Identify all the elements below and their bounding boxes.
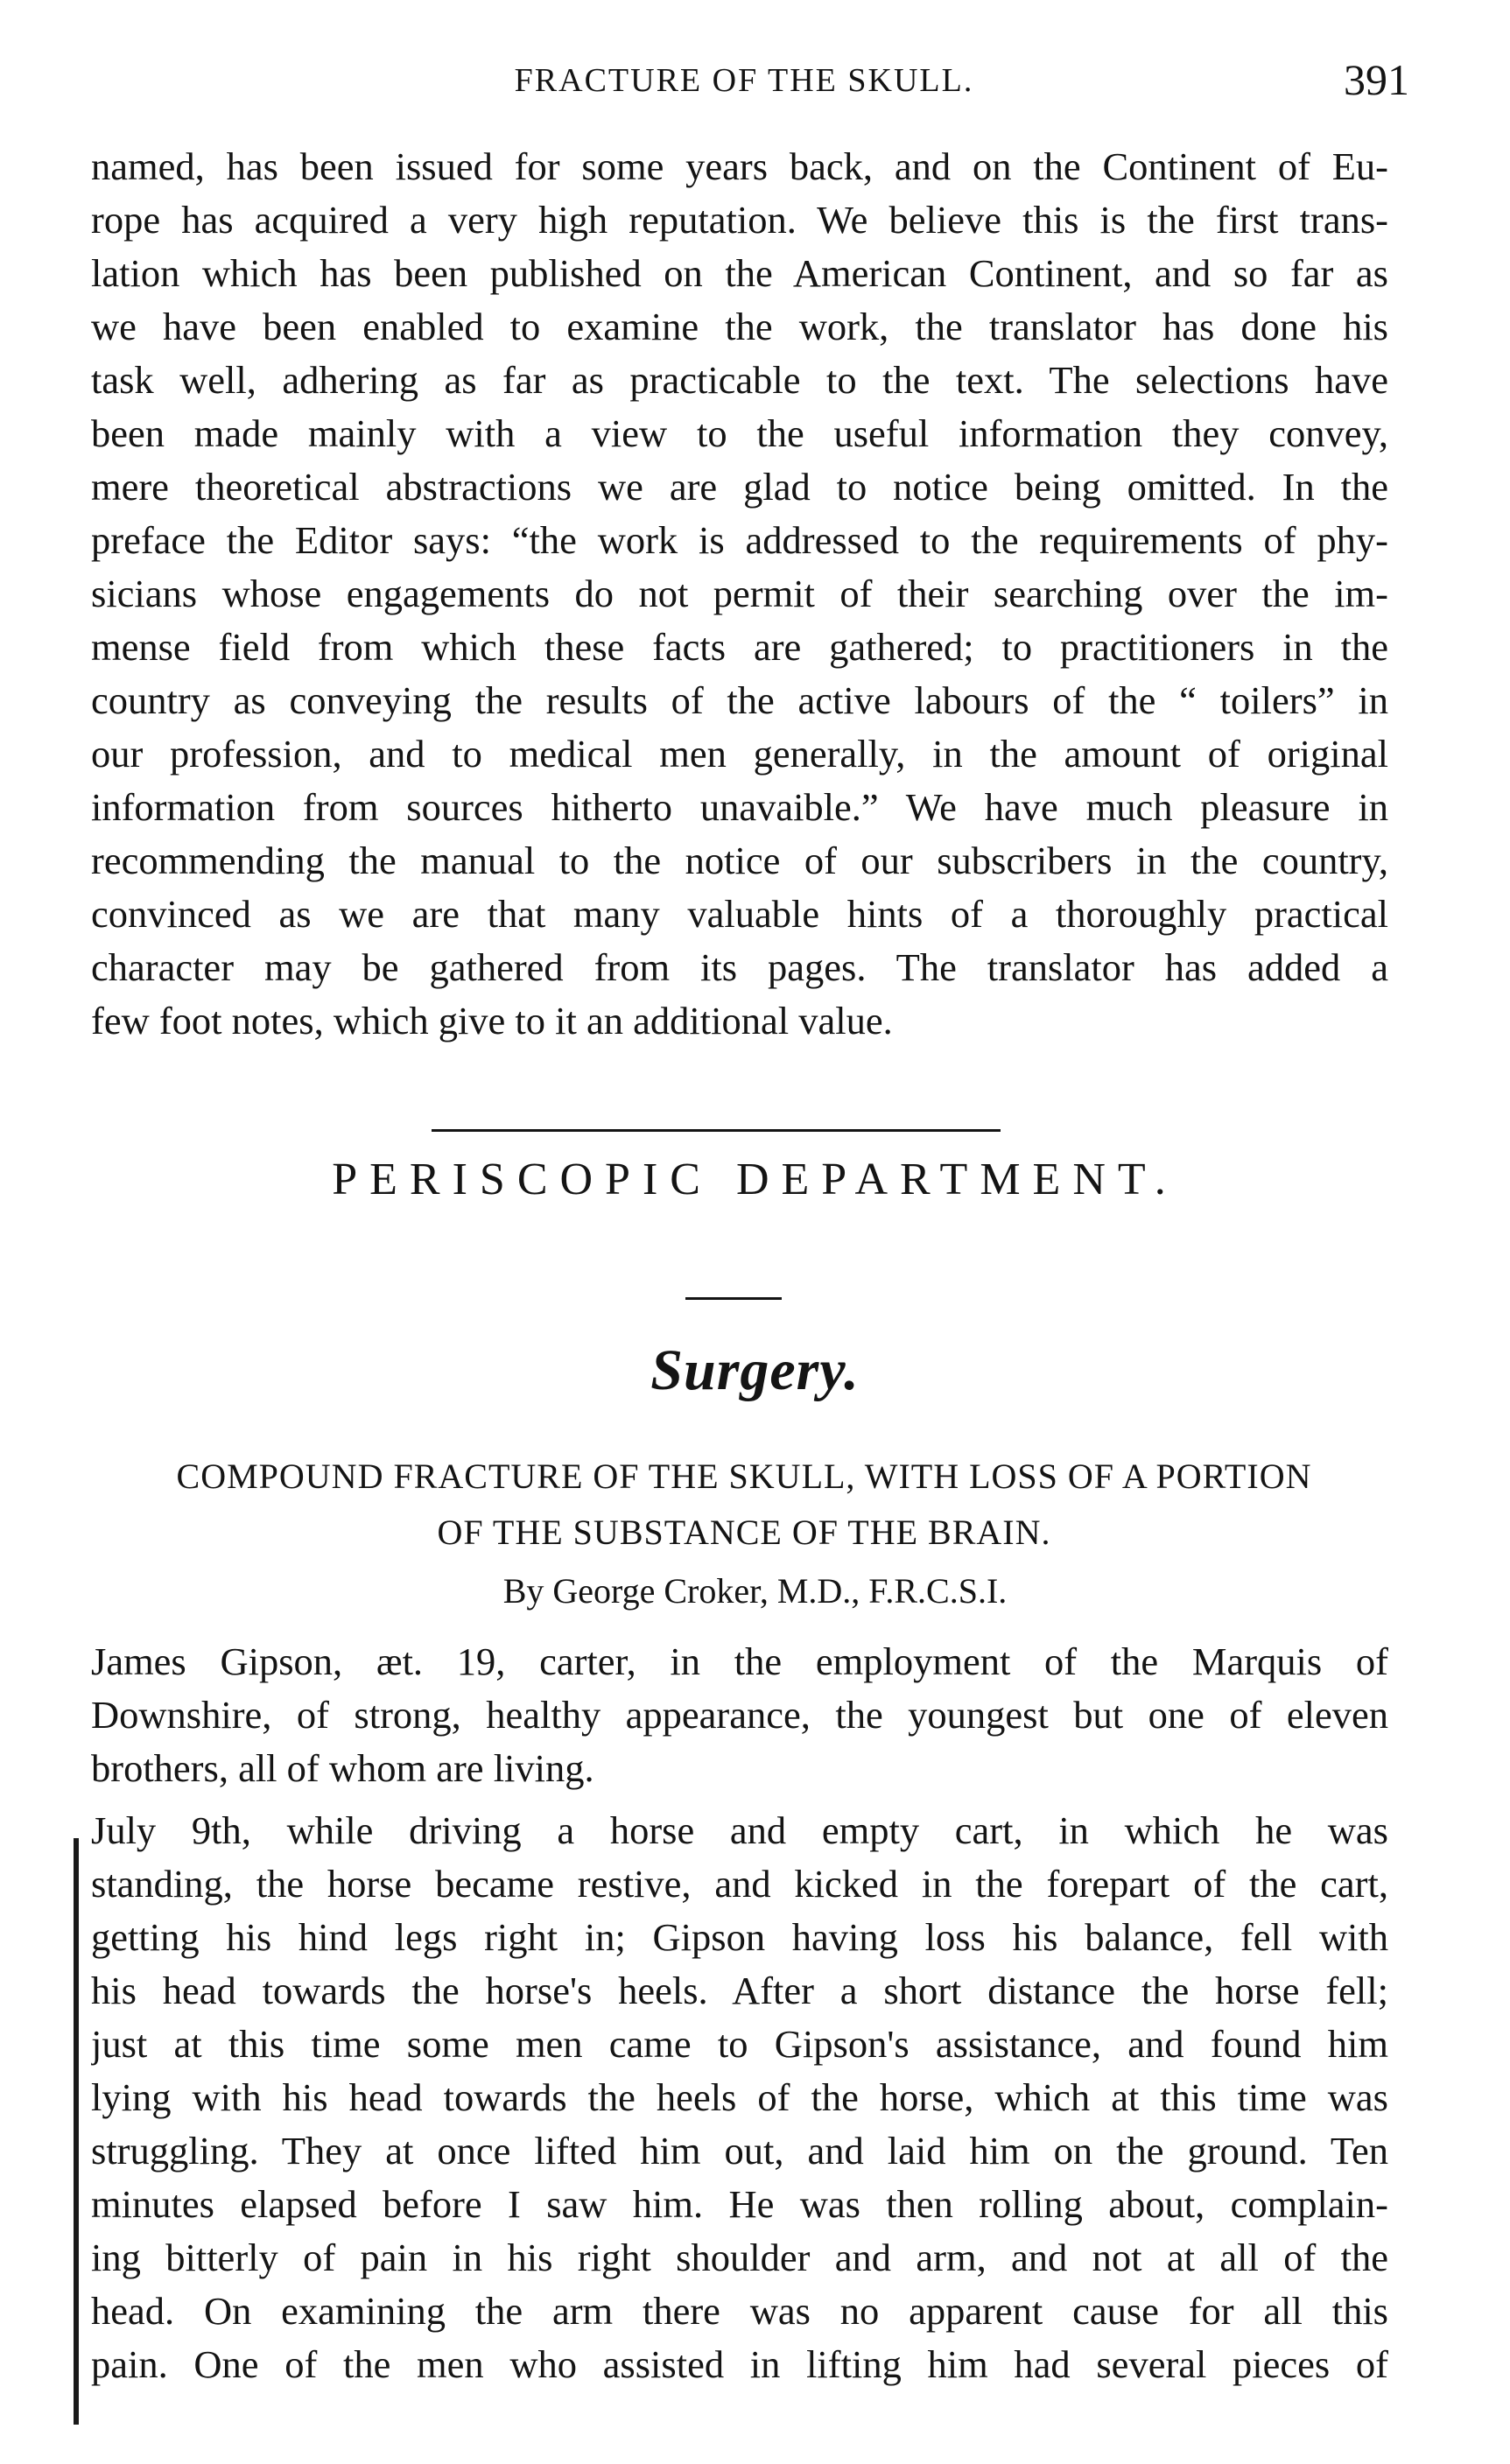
text-line: country as conveying the results of the active labours of the “ toilers” in — [91, 678, 1388, 722]
text-line: information from sources hitherto unavaible.” We have much pleasure in — [91, 785, 1388, 829]
text-line: ing bitterly of pain in his right shoulder and arm, and not at all of the — [91, 2236, 1388, 2279]
text-line: head. On examining the arm there was no apparent cause for all this — [91, 2289, 1388, 2333]
article-paragraph — [91, 1635, 1388, 1795]
text-line: brothers, all of whom are living. — [91, 1746, 594, 1790]
article-title — [88, 1449, 1401, 1561]
text-line: standing, the horse became restive, and kicked in the forepart of the cart, — [91, 1862, 1388, 1906]
article-title-line: COMPOUND FRACTURE OF THE SKULL, WITH LOSS OF A PORTION — [176, 1457, 1312, 1496]
text-line: recommending the manual to the notice of our subscribers in the country, — [91, 839, 1388, 882]
text-line: pain. One of the men who assisted in lifting him had several pieces of — [91, 2342, 1388, 2386]
margin-scan-mark — [74, 1838, 79, 2425]
text-line: mense field from which these facts are gathered; to practitioners in the — [91, 625, 1388, 669]
text-line: convinced as we are that many valuable hints of a thoroughly practical — [91, 892, 1388, 936]
text-line: we have been enabled to examine the work, the translator has done his — [91, 305, 1388, 348]
text-line: getting his hind legs right in; Gipson having loss his balance, fell with — [91, 1915, 1388, 1959]
text-line: been made mainly with a view to the useful information they convey, — [91, 411, 1388, 455]
article-byline: By George Croker, M.D., F.R.C.S.I. — [502, 1571, 1008, 1611]
running-title: FRACTURE OF THE SKULL. — [514, 62, 974, 99]
text-line: rope has acquired a very high reputation. We believe this is the first trans- — [91, 198, 1388, 242]
text-line: mere theoretical abstractions we are glad to notice being omitted. In the — [91, 465, 1388, 509]
text-line: lation which has been published on the American Continent, and so far as — [91, 251, 1388, 295]
text-line: character may be gathered from its pages. The translator has added a — [91, 945, 1388, 989]
text-line: sicians whose engagements do not permit of their searching over the im- — [91, 572, 1388, 615]
text-line: minutes elapsed before I saw him. He was then rolling about, complain- — [91, 2182, 1388, 2226]
section-heading: PERISCOPIC DEPARTMENT. — [332, 1155, 1178, 1204]
running-head — [88, 54, 1409, 107]
text-line: named, has been issued for some years back, and on the Continent of Eu- — [91, 144, 1388, 188]
review-paragraph — [91, 140, 1388, 1048]
text-line: lying with his head towards the heels of the horse, which at this time was — [91, 2075, 1388, 2119]
text-line: our profession, and to medical men generally, in the amount of original — [91, 732, 1388, 776]
subject-heading: Surgery. — [650, 1338, 860, 1402]
text-line: preface the Editor says: “the work is addressed to the requirements of phy- — [91, 518, 1388, 562]
text-line: July 9th, while driving a horse and empty cart, in which he was — [91, 1808, 1388, 1852]
section-divider-rule — [432, 1129, 1001, 1132]
text-line: just at this time some men came to Gipson's assistance, and found him — [91, 2022, 1388, 2066]
short-divider-rule — [685, 1297, 782, 1300]
text-line: James Gipson, æt. 19, carter, in the employment of the Marquis of — [91, 1639, 1388, 1683]
text-line: struggling. They at once lifted him out, and laid him on the ground. Ten — [91, 2129, 1388, 2173]
article-title-line: OF THE SUBSTANCE OF THE BRAIN. — [437, 1513, 1051, 1552]
page-number: 391 — [1344, 55, 1409, 104]
article-paragraph — [91, 1804, 1388, 2391]
text-line: few foot notes, which give to it an additional value. — [91, 999, 893, 1042]
text-line: task well, adhering as far as practicable to the text. The selections have — [91, 358, 1388, 402]
text-line: Downshire, of strong, healthy appearance, the youngest but one of eleven — [91, 1693, 1388, 1737]
text-line: his head towards the horse's heels. After a short distance the horse fell; — [91, 1969, 1388, 2012]
